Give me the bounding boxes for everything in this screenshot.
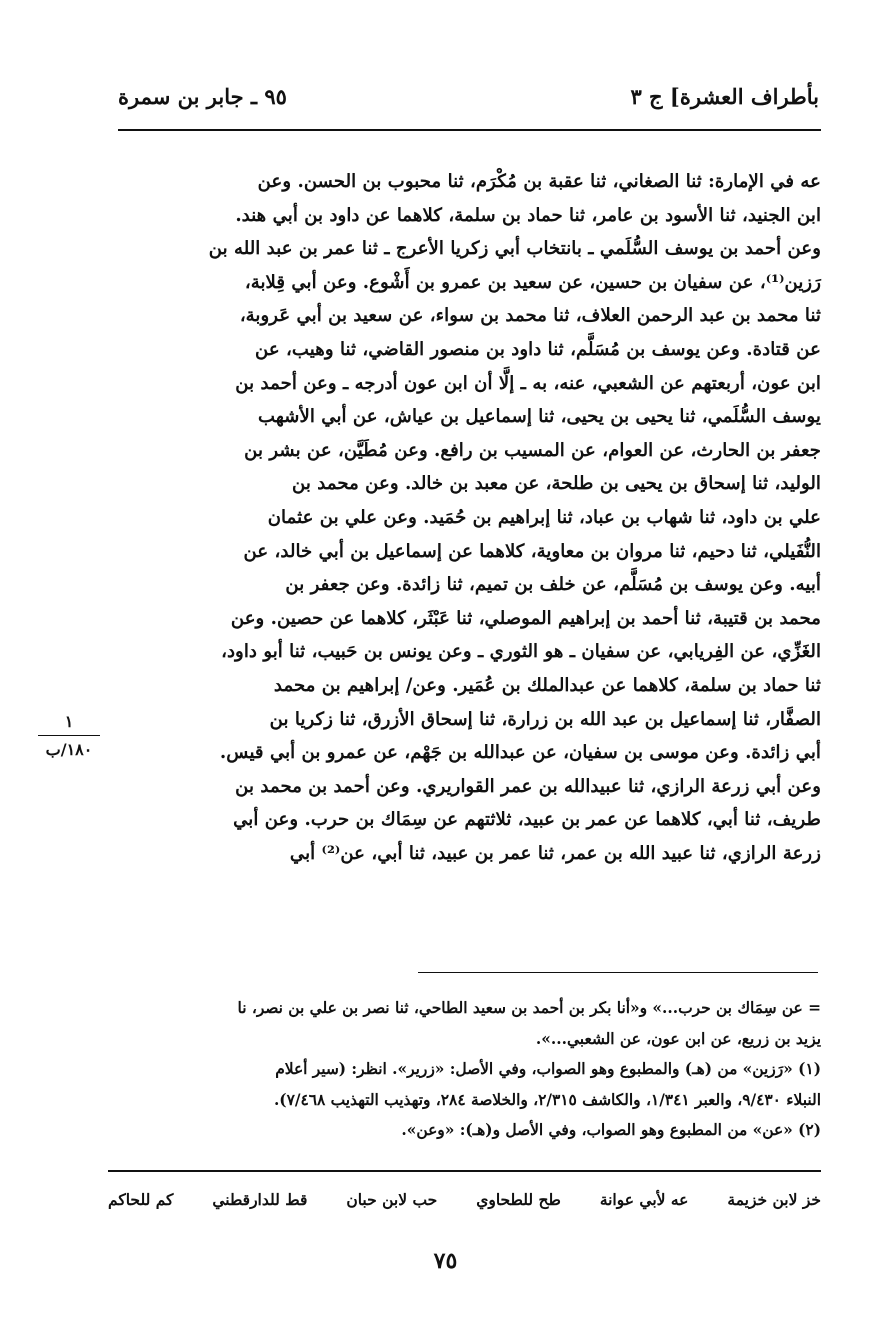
text-line: الوليد، ثنا إسحاق بن يحيى بن طلحة، عن معبد بن خالد. وعن محمد بن bbox=[292, 473, 821, 495]
text-line: الصفَّار، ثنا إسماعيل بن عبد الله بن زرارة، ثنا إسحاق الأزرق، ثنا زكريا بن bbox=[269, 708, 821, 730]
abbreviation-item: كم للحاكم bbox=[108, 1190, 174, 1209]
footnote-line: (٢) «عن» من المطبوع وهو الصواب، وفي الأصل و(هـ): «وعن». bbox=[401, 1121, 821, 1140]
text-line: ابن عون، أربعتهم عن الشعبي، عنه، به ـ إلَّا أن ابن عون أدرجه ـ وعن أحمد بن bbox=[235, 372, 821, 394]
running-header-chapter: ٩٥ ـ جابر بن سمرة bbox=[118, 84, 287, 109]
abbreviation-item: قط للدارقطني bbox=[212, 1190, 308, 1209]
text-line: وعن أحمد بن يوسف السُّلَمي ـ بانتخاب أبي زكريا الأعرج ـ ثنا عمر بن عبد الله بن bbox=[208, 238, 821, 260]
text-line: محمد بن قتيبة، ثنا أحمد بن إبراهيم الموصلي، ثنا عَبْثَر، كلاهما عن حصين. وعن bbox=[230, 607, 821, 629]
footnote-line: = عن سِمَاك بن حرب...» و«أنا بكر بن أحمد بن سعيد الطاحي، ثنا نصر بن علي بن نصر، نا bbox=[237, 999, 821, 1017]
abbreviations-key bbox=[108, 1190, 821, 1209]
abbreviation-item: عه لأبي عوانة bbox=[599, 1190, 689, 1209]
folio-note-bottom: ١٨٠/ب bbox=[45, 740, 93, 759]
text-line: الغَزِّي، عن الفِريابي، عن سفيان ـ هو الثوري ـ وعن يونس بن حَبيب، ثنا أبو داود، bbox=[221, 641, 821, 663]
text-line: رَزين⁽¹⁾، عن سفيان بن حسين، عن سعيد بن عمرو بن أَشْوع. وعن أبي قِلابة، bbox=[244, 271, 821, 293]
text-line: طريف، ثنا أبي، كلاهما عن عمر بن عبيد، ثلاثتهم عن سِمَاك بن حرب. وعن أبي bbox=[233, 809, 821, 831]
footnote-line: يزيد بن زريع، عن ابن عون، عن الشعبي...». bbox=[535, 1029, 821, 1048]
folio-note-divider bbox=[38, 735, 100, 736]
text-line: عن قتادة. وعن يوسف بن مُسَلَّم، ثنا داود بن منصور القاضي، ثنا وهيب، عن bbox=[255, 338, 821, 360]
abbreviation-item: حب لابن حبان bbox=[346, 1190, 438, 1209]
footnote-divider bbox=[418, 972, 818, 973]
text-line: النُّفَيلي، ثنا دحيم، ثنا مروان بن معاوية، كلاهما عن إسماعيل بن أبي خالد، عن bbox=[243, 540, 821, 562]
abbreviation-item: طح للطحاوي bbox=[476, 1190, 561, 1209]
text-line: عه في الإمارة: ثنا الصغاني، ثنا عقبة بن مُكْرَم، ثنا محبوب بن الحسن. وعن bbox=[257, 171, 821, 192]
running-header-book-title: بأطراف العشرة] ج ٣ bbox=[630, 84, 819, 109]
text-line: أبيه. وعن يوسف بن مُسَلَّم، عن خلف بن تميم، ثنا زائدة. وعن جعفر بن bbox=[285, 574, 821, 596]
text-line: ثنا محمد بن عبد الرحمن العلاف، ثنا محمد بن سواء، عن سعيد بن أبي عَروبة، bbox=[239, 305, 821, 327]
main-text bbox=[118, 165, 821, 870]
text-line: ابن الجنيد، ثنا الأسود بن عامر، ثنا حماد بن سلمة، كلاهما عن داود بن أبي هند. bbox=[235, 204, 821, 226]
text-line: ثنا حماد بن سلمة، كلاهما عن عبدالملك بن عُمَير. وعن/ إبراهيم بن محمد bbox=[273, 674, 821, 696]
text-line: علي بن داود، ثنا شهاب بن عباد، ثنا إبراهيم بن حُمَيد. وعن علي بن عثمان bbox=[267, 506, 821, 528]
page-number: ٧٥ bbox=[433, 1248, 458, 1274]
header-divider bbox=[118, 129, 821, 131]
abbreviations-divider bbox=[108, 1170, 821, 1172]
text-line: أبي زائدة. وعن موسى بن سفيان، عن عبدالله بن جَهْم، عن عمرو بن أبي قيس. bbox=[219, 742, 821, 764]
footnote-line: النبلاء ٩/٤٣٠، والعبر ١/٣٤١، والكاشف ٢/٣١٥، والخلاصة ٢٨٤، وتهذيب التهذيب ٧/٤٦٨). bbox=[273, 1090, 821, 1109]
text-line: جعفر بن الحارث، عن العوام، عن المسيب بن رافع. وعن مُطَيَّن، عن بشر بن bbox=[244, 439, 821, 461]
text-line: زرعة الرازي، ثنا عبيد الله بن عمر، ثنا عمر بن عبيد، ثنا أبي، عن⁽²⁾ أبي bbox=[289, 842, 821, 864]
footnotes bbox=[108, 993, 821, 1146]
footnote-line: (١) «رَزين» من (هـ) والمطبوع وهو الصواب، وفي الأصل: «زرير». انظر: (سير أعلام bbox=[275, 1060, 821, 1079]
manuscript-folio-note bbox=[34, 712, 104, 759]
text-line: وعن أبي زرعة الرازي، ثنا عبيدالله بن عمر القواريري. وعن أحمد بن محمد بن bbox=[235, 775, 821, 797]
abbreviation-item: خز لابن خزيمة bbox=[727, 1190, 821, 1209]
folio-note-top: ١ bbox=[64, 712, 74, 731]
text-line: يوسف السُّلَمي، ثنا يحيى بن يحيى، ثنا إسماعيل بن عياش، عن أبي الأشهب bbox=[258, 406, 821, 428]
